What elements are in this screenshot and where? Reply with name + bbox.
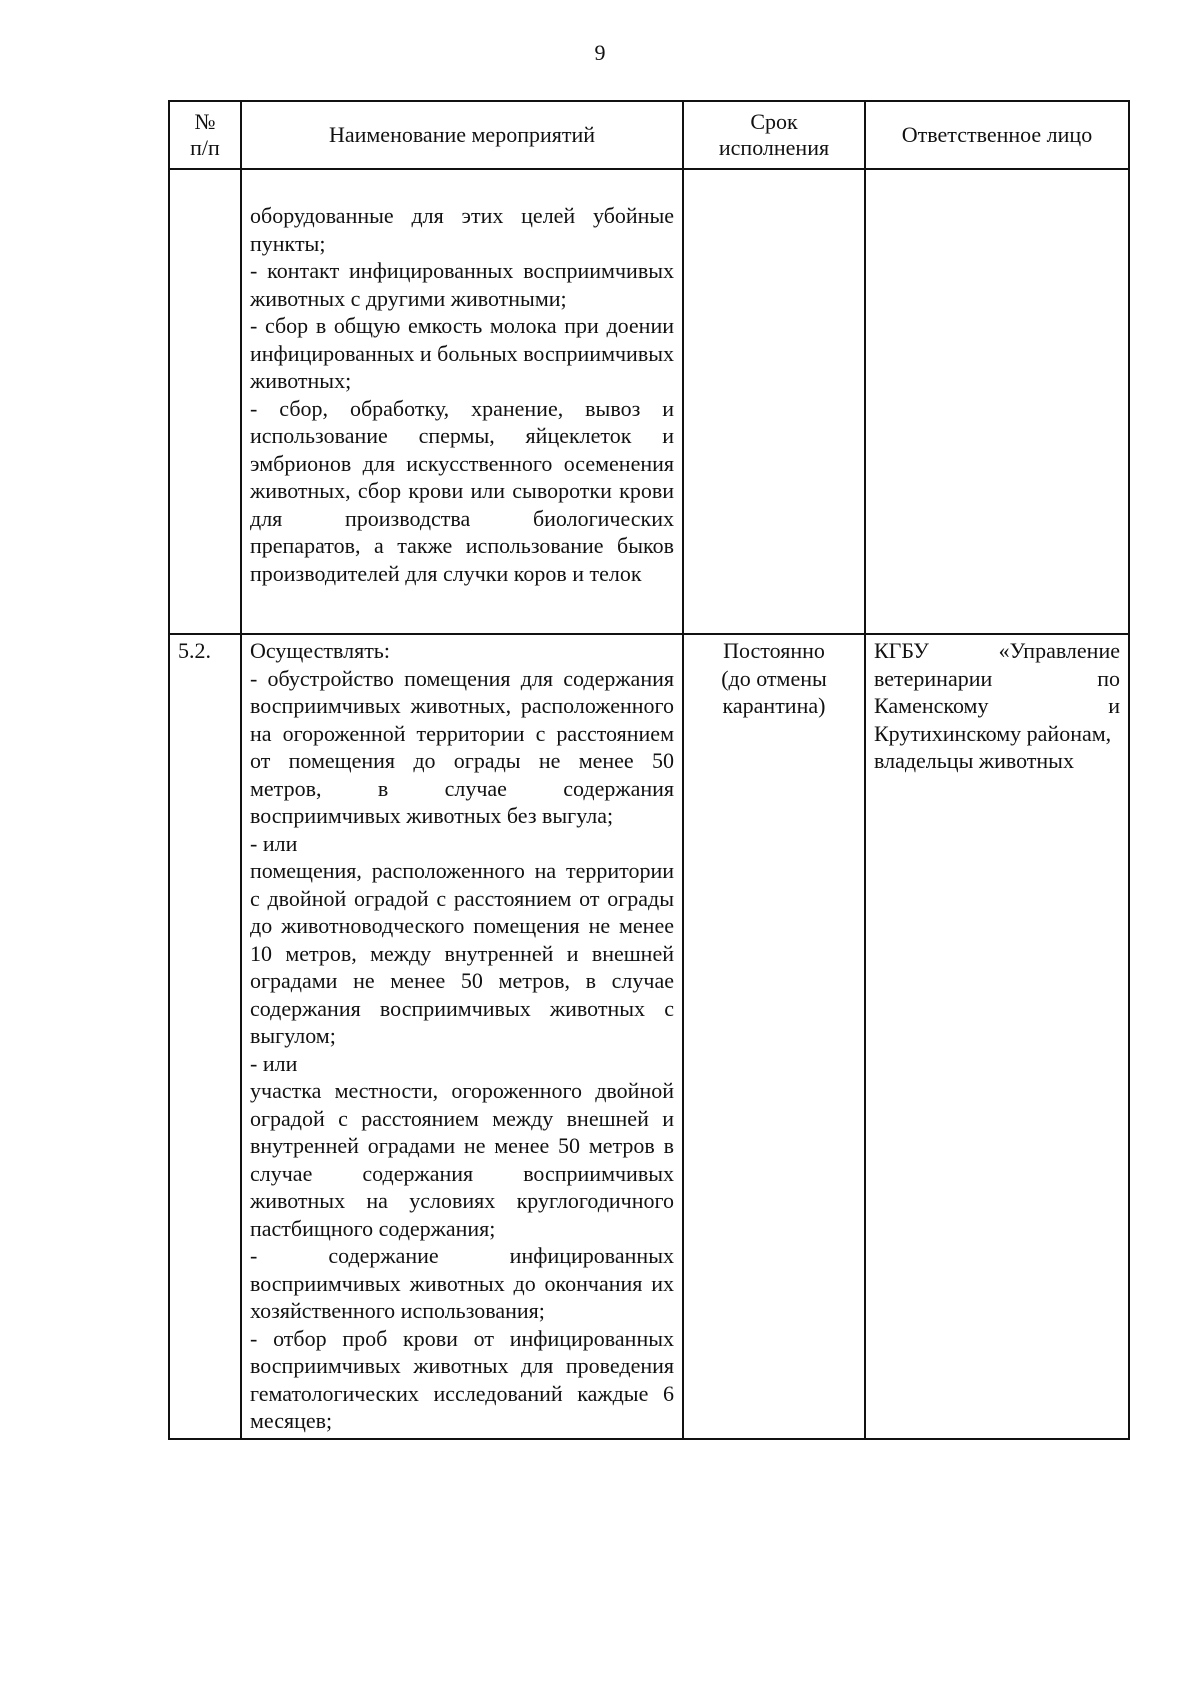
- cell-term: [683, 169, 865, 634]
- cell-num: 5.2.: [169, 634, 241, 1439]
- header-name: Наименование мероприятий: [241, 101, 683, 169]
- page-number: 9: [594, 40, 606, 65]
- table-body: [169, 169, 1129, 1439]
- cell-name: оборудованные для этих целей убойные пункты; - контакт инфицированных восприимчивых животных с другими животными; - сбор в общую емкость молока при доении инфицированных и больных восприимчивых животных; - сбор, обработку, хранение, вывоз и использование спермы, яйцеклеток и эмбрионов для искусственного осеменения животных, сбор крови или сыворотки крови для производства биологических препаратов, а также использование быков производителей для случки коров и телок: [241, 169, 683, 634]
- header-responsible: Ответственное лицо: [865, 101, 1129, 169]
- table-row: [169, 169, 1129, 634]
- header-term: Срок исполнения: [683, 101, 865, 169]
- cell-name: Осуществлять: - обустройство помещения для содержания восприимчивых животных, расположенного на огороженной территории с расстоянием от помещения до ограды не менее 50 метров, в случае содержания восприимчивых животных без выгула; - или помещения, расположенного на территории с двойной оградой с расстоянием от ограды до животноводческого помещения не менее 10 метров, между внутренней и внешней оградами не менее 50 метров, в случае содержания восприимчивых животных с выгулом; - или участка местности, огороженного двойной оградой с расстоянием между внешней и внутренней оградами не менее 50 метров в случае содержания восприимчивых животных на условиях круглогодичного пастбищного содержания; - содержание инфицированных восприимчивых животных до окончания их хозяйственного использования; - отбор проб крови от инфицированных восприимчивых животных для проведения гематологических исследований каждые 6 месяцев;: [241, 634, 683, 1439]
- header-row: [169, 101, 1129, 169]
- table-header: [169, 101, 1129, 169]
- cell-num: [169, 169, 241, 634]
- table-row: [169, 634, 1129, 1439]
- cell-term: Постоянно (до отмены карантина): [683, 634, 865, 1439]
- measures-table: [168, 100, 1130, 1440]
- header-num: № п/п: [169, 101, 241, 169]
- cell-responsible: [865, 169, 1129, 634]
- cell-responsible: КГБУ «Управление ветеринарии по Каменскому и Крутихинскому районам, владельцы животных: [865, 634, 1129, 1439]
